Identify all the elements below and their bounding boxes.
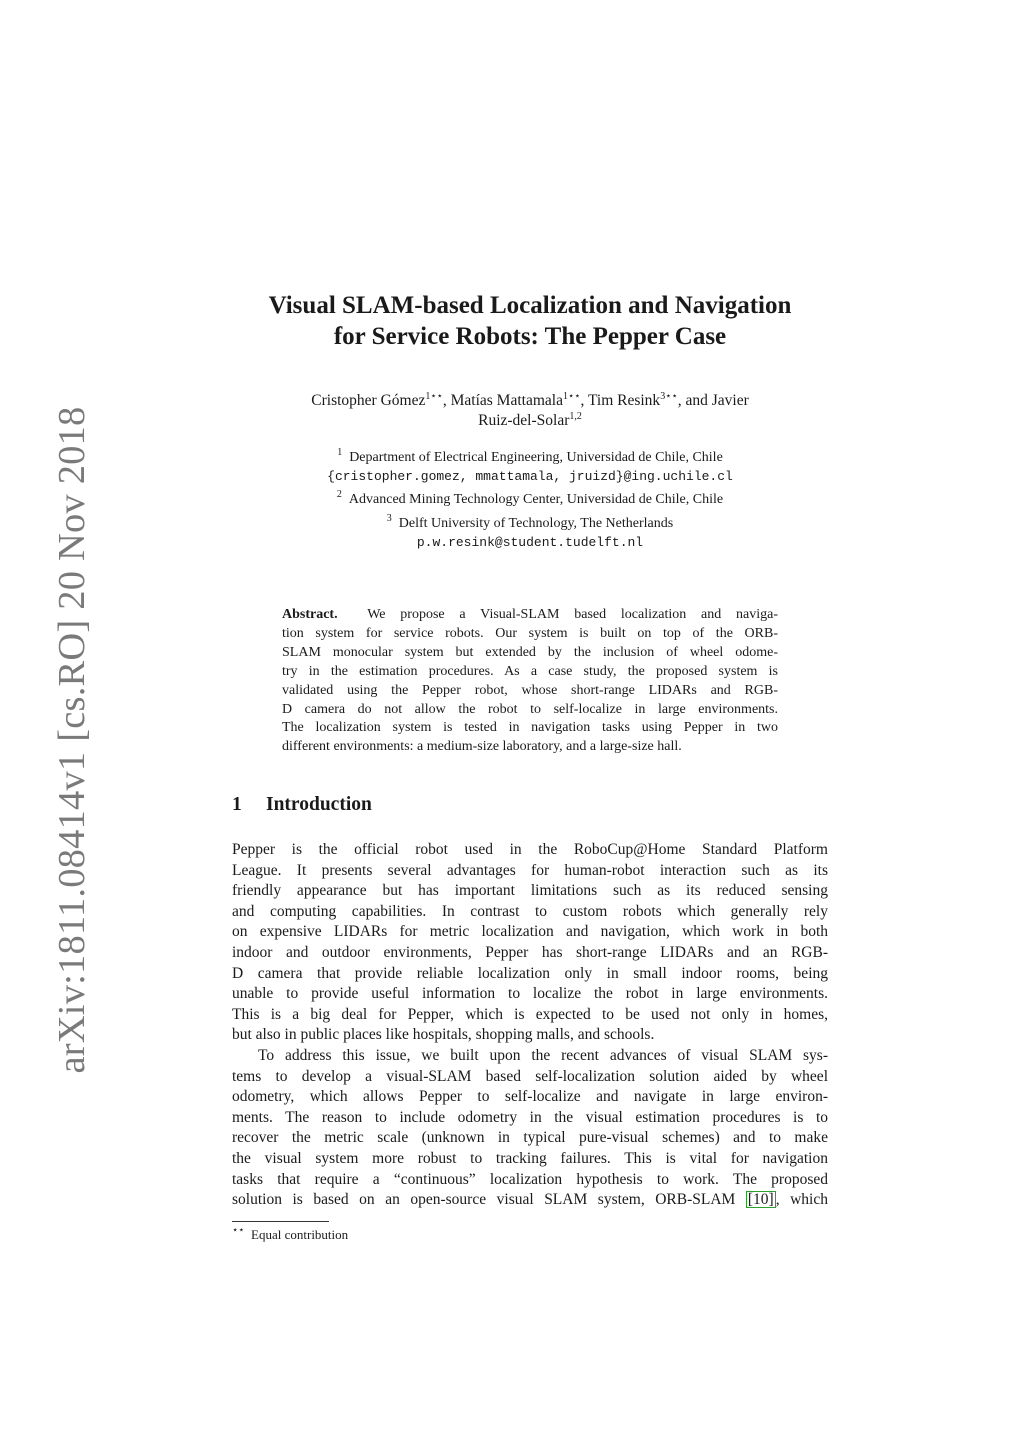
paragraph-line: friendly appearance but has important limitations such as its reduced sensing [232, 882, 828, 900]
author-list [232, 391, 828, 431]
abstract-line: different environments: a medium-size laboratory, and a large-size hall. [282, 739, 682, 755]
author-mattamala-mark: 1⋆⋆ [562, 391, 581, 402]
footnote-text: Equal contribution [251, 1227, 349, 1242]
affiliation-3-email[interactable]: p.w.resink@student.tudelft.nl [416, 535, 644, 550]
paragraph-line: tems to develop a visual-SLAM based self-localization solution aided by wheel [232, 1067, 828, 1085]
section-number: 1 [232, 794, 242, 815]
footnote-mark: ⋆⋆ [232, 1225, 245, 1236]
intro-paragraph-2 [232, 1046, 828, 1211]
paragraph-line: tasks that require a “continuous” localization hypothesis to work. The proposed [232, 1170, 828, 1188]
abstract-line: Abstract. We propose a Visual-SLAM based localization and naviga- [282, 607, 779, 622]
author-gomez: Cristopher Gómez [311, 392, 426, 409]
affiliation-3-mark: 3 [386, 513, 392, 524]
paragraph-line: solution is based on an open-source visual SLAM system, ORB-SLAM [10] , which [232, 1191, 828, 1209]
paragraph-line: the visual system more robust to tracking failures. This is vital for navigation [232, 1149, 828, 1167]
paragraph-line: D camera that provide reliable localization only in small indoor rooms, being [232, 964, 828, 982]
affiliation-3 [232, 514, 828, 552]
paragraph-line: odometry, which allows Pepper to self-localize and navigate in large environ- [232, 1088, 828, 1106]
author-ruiz-del-solar-mark: 1,2 [569, 411, 582, 422]
abstract [282, 606, 778, 757]
abstract-line: The localization system is tested in navigation tasks using Pepper in two [282, 720, 778, 736]
paragraph-line: unable to provide useful information to localize the robot in large environments. [232, 985, 828, 1003]
paragraph-line: on expensive LIDARs for metric localization and navigation, which work in both [232, 923, 828, 941]
author-mattamala: , Matías Mattamala [442, 392, 563, 409]
author-line-1 [232, 391, 828, 411]
affiliation-1-mark: 1 [337, 447, 343, 458]
author-ruiz-del-solar: Ruiz-del-Solar [478, 412, 570, 429]
author-and-javier: , and Javier [677, 392, 749, 409]
affiliation-1-text: Department of Electrical Engineering, Universidad de Chile, Chile [349, 450, 723, 465]
paragraph-line: and computing capabilities. In contrast to custom robots which generally rely [232, 902, 828, 920]
author-resink: , Tim Resink [580, 392, 661, 409]
section-title: Introduction [266, 794, 372, 815]
paragraph-line: This is a big deal for Pepper, which is expected to be used not only in homes, [232, 1005, 828, 1023]
paper-title [232, 290, 828, 352]
citation-link[interactable]: [10] [747, 1191, 774, 1209]
affiliation-1-email[interactable]: {cristopher.gomez, mmattamala, jruizd}@ing.uchile.cl [327, 469, 733, 484]
footnote-divider [232, 1221, 329, 1222]
affiliation-2 [232, 490, 828, 509]
affiliation-2-mark: 2 [336, 489, 342, 500]
affiliation-2-text: Advanced Mining Technology Center, Universidad de Chile, Chile [348, 492, 724, 507]
paragraph-line: recover the metric scale (unknown in typical pure-visual schemes) and to make [232, 1129, 828, 1147]
affiliation-3-text: Delft University of Technology, The Netherlands [398, 516, 674, 531]
abstract-line: try in the estimation procedures. As a case study, the proposed system is [282, 663, 778, 679]
abstract-line: SLAM monocular system but extended by the inclusion of wheel odome- [282, 644, 778, 660]
paragraph-line: but also in public places like hospitals, shopping malls, and schools. [232, 1026, 655, 1044]
affiliation-1 [232, 448, 828, 486]
author-line-2 [232, 411, 828, 431]
paragraph-line: To address this issue, we built upon the recent advances of visual SLAM sys- [258, 1047, 828, 1064]
title-line-2: for Service Robots: The Pepper Case [333, 323, 727, 350]
paragraph-line: indoor and outdoor environments, Pepper has short-range LIDARs and an RGB- [232, 943, 828, 961]
paragraph-line: League. It presents several advantages for human-robot interaction such as its [232, 861, 828, 879]
paragraph-line: ments. The reason to include odometry in the visual estimation procedures is to [232, 1108, 828, 1126]
section-heading [232, 794, 372, 816]
author-resink-mark: 3⋆⋆ [660, 391, 678, 402]
intro-paragraph-1 [232, 840, 828, 1046]
footnote [232, 1226, 348, 1243]
abstract-line: validated using the Pepper robot, whose short-range LIDARs and RGB- [282, 682, 778, 698]
abstract-line: D camera do not allow the robot to self-localize in large environments. [282, 701, 778, 717]
author-gomez-mark: 1⋆⋆ [425, 391, 443, 402]
arxiv-identifier: arXiv:1811.08414v1 [cs.RO] 20 Nov 2018 [51, 406, 93, 1074]
abstract-label: Abstract. [282, 607, 338, 622]
paragraph-line: Pepper is the official robot used in the RoboCup@Home Standard Platform [232, 841, 828, 858]
title-line-1: Visual SLAM-based Localization and Navigation [268, 292, 792, 319]
abstract-line: tion system for service robots. Our system is built on top of the ORB- [282, 625, 778, 641]
